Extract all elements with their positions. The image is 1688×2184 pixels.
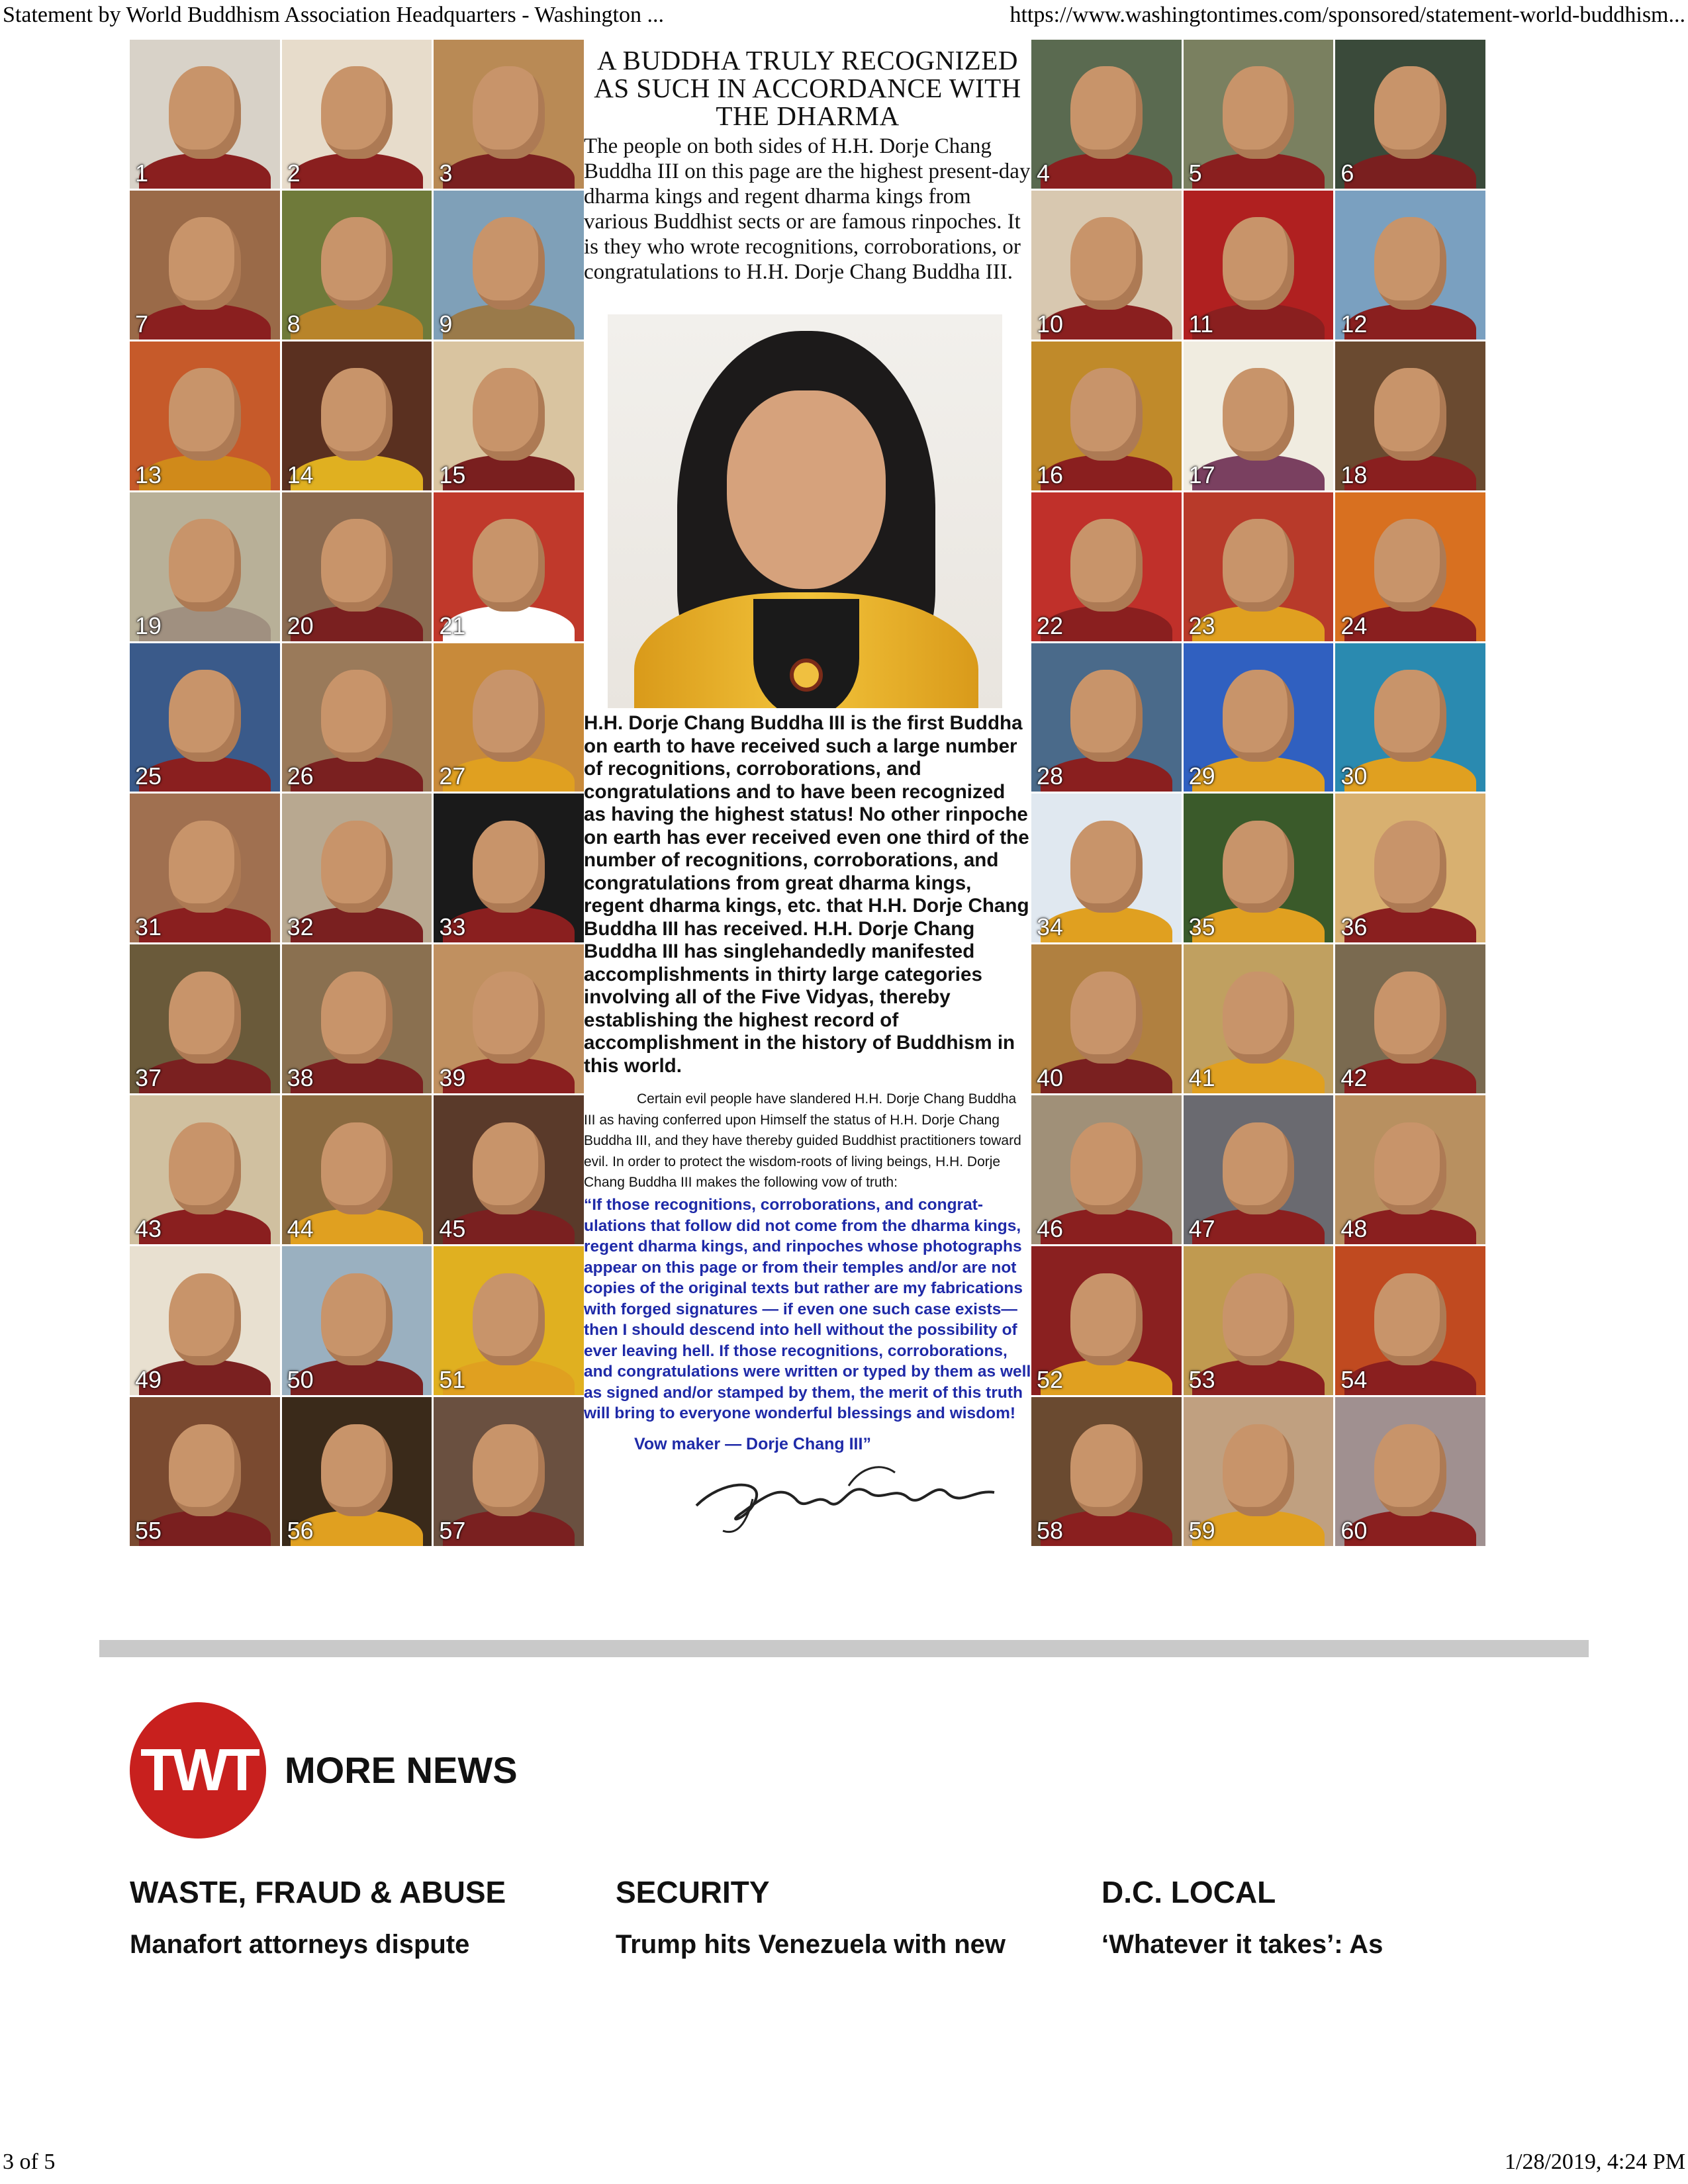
portrait-face xyxy=(169,368,241,460)
portrait-photo xyxy=(1335,1246,1485,1395)
portrait-number: 41 xyxy=(1188,1064,1215,1092)
portrait-number: 57 xyxy=(439,1516,466,1544)
portrait-number: 55 xyxy=(135,1516,162,1544)
statement-intro: The people on both sides of H.H. Dorje Chang Buddha III on this page are the highest present-day dharma kings and regent dharma kings from various Buddhist sects or are famous rinpoches. It is they who wrote recognitions, corroborations, or congratulations to H.H. Dorje Chang Buddha III. xyxy=(584,134,1031,284)
portrait-number: 32 xyxy=(287,913,314,941)
portrait-photo xyxy=(1031,191,1182,340)
portrait-number: 5 xyxy=(1188,159,1202,187)
portrait-number: 9 xyxy=(439,310,453,338)
portrait-number: 37 xyxy=(135,1064,162,1092)
portrait-photo xyxy=(1184,643,1334,792)
portrait-number: 48 xyxy=(1340,1215,1368,1243)
portrait-jewel xyxy=(790,659,823,692)
portrait-face xyxy=(321,821,393,913)
portrait-photo xyxy=(282,944,432,1093)
portrait-number: 27 xyxy=(439,762,466,790)
portrait-photo xyxy=(1335,341,1485,490)
portrait-face xyxy=(473,821,545,913)
portrait-face xyxy=(169,821,241,913)
news-card-2[interactable] xyxy=(616,1874,1079,1960)
portrait-face xyxy=(1070,972,1143,1064)
print-datetime: 1/28/2019, 4:24 PM xyxy=(1505,2150,1685,2174)
portrait-number: 16 xyxy=(1037,461,1064,488)
portrait-face xyxy=(169,972,241,1064)
portrait-photo xyxy=(434,643,584,792)
portrait-number: 18 xyxy=(1340,461,1368,488)
portrait-face xyxy=(1070,217,1143,309)
twt-logo[interactable]: TWT xyxy=(130,1702,266,1839)
portrait-face xyxy=(169,1122,241,1214)
portrait-photo xyxy=(434,944,584,1093)
portrait-photo xyxy=(1184,1095,1334,1244)
portrait-face xyxy=(321,368,393,460)
more-news-header xyxy=(130,1702,924,1841)
portrait-grid-right xyxy=(1031,40,1485,1546)
news-headline-link[interactable]: Manafort attorneys dispute xyxy=(130,1930,470,1959)
portrait-face xyxy=(1070,1122,1143,1214)
handwritten-signature xyxy=(683,1453,1014,1539)
portrait-face xyxy=(1223,217,1295,309)
portrait-photo xyxy=(130,1397,280,1546)
portrait-grid-left xyxy=(130,40,584,1546)
portrait-number: 45 xyxy=(439,1215,466,1243)
portrait-face xyxy=(321,670,393,762)
portrait-photo xyxy=(130,492,280,641)
portrait-photo xyxy=(282,40,432,189)
portrait-photo xyxy=(1031,492,1182,641)
portrait-number: 14 xyxy=(287,461,314,488)
portrait-photo xyxy=(434,1095,584,1244)
portrait-face xyxy=(1070,821,1143,913)
portrait-photo xyxy=(434,40,584,189)
portrait-face xyxy=(473,1424,545,1516)
portrait-face xyxy=(321,66,393,158)
portrait-face xyxy=(473,519,545,611)
portrait-number: 26 xyxy=(287,762,314,790)
portrait-photo xyxy=(1031,1095,1182,1244)
portrait-number: 40 xyxy=(1037,1064,1064,1092)
portrait-collar xyxy=(753,599,859,708)
portrait-number: 15 xyxy=(439,461,466,488)
portrait-photo xyxy=(1184,1246,1334,1395)
portrait-number: 20 xyxy=(287,612,314,639)
portrait-face xyxy=(473,1122,545,1214)
statement-body: Certain evil people have slandered H.H. Dorje Chang Buddha III as having conferred upon Himself the status of H.H. Dorje Chang Buddha III, and they have thereby guided Buddhist practitioners toward evil. In order to protect the wisdom-roots of living beings, H.H. Dorje Chang Buddha III makes the following vow of truth: xyxy=(584,1091,1021,1190)
portrait-face xyxy=(1070,1273,1143,1365)
portrait-number: 4 xyxy=(1037,159,1051,187)
portrait-number: 12 xyxy=(1340,310,1368,338)
portrait-number: 42 xyxy=(1340,1064,1368,1092)
portrait-photo xyxy=(434,492,584,641)
portrait-face xyxy=(1374,1273,1446,1365)
portrait-photo xyxy=(1335,492,1485,641)
portrait-face xyxy=(1070,368,1143,460)
portrait-number: 49 xyxy=(135,1366,162,1394)
portrait-face xyxy=(473,972,545,1064)
portrait-number: 29 xyxy=(1188,762,1215,790)
portrait-face xyxy=(473,66,545,158)
portrait-face xyxy=(1070,519,1143,611)
portrait-face xyxy=(1374,217,1446,309)
sponsored-statement-image xyxy=(130,40,1485,1546)
news-section-label[interactable]: WASTE, FRAUD & ABUSE xyxy=(130,1875,506,1909)
portrait-number: 54 xyxy=(1340,1366,1368,1394)
portrait-photo xyxy=(1031,1397,1182,1546)
main-portrait-photo xyxy=(608,314,1002,708)
portrait-face xyxy=(169,66,241,158)
portrait-photo xyxy=(1184,794,1334,942)
portrait-number: 34 xyxy=(1037,913,1064,941)
statement-center-column xyxy=(584,40,1031,1546)
portrait-photo xyxy=(1184,1397,1334,1546)
portrait-face xyxy=(321,217,393,309)
portrait-face xyxy=(1070,66,1143,158)
portrait-number: 21 xyxy=(439,612,466,639)
portrait-photo xyxy=(1031,341,1182,490)
portrait-face xyxy=(1374,821,1446,913)
portrait-photo xyxy=(1031,643,1182,792)
portrait-photo xyxy=(282,643,432,792)
portrait-number: 44 xyxy=(287,1215,314,1243)
portrait-face xyxy=(727,390,886,589)
portrait-face xyxy=(169,670,241,762)
portrait-number: 23 xyxy=(1188,612,1215,639)
portrait-number: 35 xyxy=(1188,913,1215,941)
portrait-face xyxy=(321,519,393,611)
portrait-number: 50 xyxy=(287,1366,314,1394)
portrait-photo xyxy=(434,794,584,942)
portrait-photo xyxy=(1335,944,1485,1093)
portrait-number: 53 xyxy=(1188,1366,1215,1394)
statement-claim: H.H. Dorje Chang Buddha III is the first Buddha on earth to have received such a large number of recognitions, corroborations, and congratulations and to have been recognized as having the highest status! No other rinpoche on earth has ever received even one third of the number of recognitions, corroborations, and congratulations from great dharma kings, regent dharma kings, etc. that H.H. Dorje Chang Buddha III has received. H.H. Dorje Chang Buddha III has singlehandedly manifested accomplishments in thirty large categories involving all of the Five Vidyas, thereby establishing the highest record of accomplishment in the history of Buddhism in this world. xyxy=(584,712,1029,1077)
portrait-photo xyxy=(1184,492,1334,641)
section-divider xyxy=(99,1640,1589,1657)
portrait-number: 25 xyxy=(135,762,162,790)
portrait-number: 3 xyxy=(439,159,453,187)
portrait-number: 17 xyxy=(1188,461,1215,488)
portrait-face xyxy=(1223,66,1295,158)
portrait-face xyxy=(473,217,545,309)
portrait-number: 33 xyxy=(439,913,466,941)
portrait-photo xyxy=(130,1246,280,1395)
portrait-face xyxy=(1223,1424,1295,1516)
statement-headline: A BUDDHA TRULY RECOGNIZED AS SUCH IN ACCORDANCE WITH THE DHARMA xyxy=(594,45,1021,131)
portrait-photo xyxy=(1335,643,1485,792)
portrait-face xyxy=(1070,670,1143,762)
portrait-photo xyxy=(130,643,280,792)
portrait-photo xyxy=(1031,40,1182,189)
print-header xyxy=(0,3,1688,34)
portrait-face xyxy=(169,1424,241,1516)
portrait-number: 58 xyxy=(1037,1516,1064,1544)
portrait-photo xyxy=(1335,1095,1485,1244)
portrait-photo xyxy=(1184,40,1334,189)
portrait-face xyxy=(169,217,241,309)
portrait-number: 19 xyxy=(135,612,162,639)
portrait-number: 22 xyxy=(1037,612,1064,639)
portrait-face xyxy=(473,1273,545,1365)
portrait-photo xyxy=(282,492,432,641)
portrait-number: 51 xyxy=(439,1366,466,1394)
portrait-face xyxy=(1223,1273,1295,1365)
news-headline-link[interactable]: ‘Whatever it takes’: As xyxy=(1102,1930,1383,1959)
portrait-photo xyxy=(1184,191,1334,340)
portrait-face xyxy=(1374,1122,1446,1214)
news-card-1[interactable] xyxy=(130,1874,593,1960)
portrait-photo xyxy=(1184,341,1334,490)
portrait-number: 38 xyxy=(287,1064,314,1092)
portrait-face xyxy=(473,368,545,460)
portrait-face xyxy=(1374,1424,1446,1516)
portrait-face xyxy=(1374,519,1446,611)
portrait-photo xyxy=(1031,1246,1182,1395)
portrait-number: 56 xyxy=(287,1516,314,1544)
portrait-photo xyxy=(434,1397,584,1546)
portrait-face xyxy=(1223,670,1295,762)
news-card-3[interactable] xyxy=(1102,1874,1565,1960)
portrait-number: 31 xyxy=(135,913,162,941)
portrait-face xyxy=(1070,1424,1143,1516)
print-page-number: 3 of 5 xyxy=(3,2150,56,2174)
news-section-label[interactable]: D.C. LOCAL xyxy=(1102,1875,1276,1909)
portrait-photo xyxy=(1184,944,1334,1093)
portrait-face xyxy=(321,972,393,1064)
portrait-number: 24 xyxy=(1340,612,1368,639)
portrait-number: 60 xyxy=(1340,1516,1368,1544)
portrait-photo xyxy=(1031,794,1182,942)
portrait-number: 13 xyxy=(135,461,162,488)
portrait-photo xyxy=(1335,1397,1485,1546)
portrait-number: 28 xyxy=(1037,762,1064,790)
vow-maker-line: Vow maker — Dorje Chang III” xyxy=(634,1435,871,1453)
portrait-face xyxy=(1374,972,1446,1064)
portrait-photo xyxy=(282,1246,432,1395)
portrait-photo xyxy=(282,1397,432,1546)
portrait-face xyxy=(1374,368,1446,460)
portrait-face xyxy=(321,1122,393,1214)
vow-of-truth: “If those recognitions, corroborations, and congrat-ulations that follow did not come from the dharma kings, regent dharma kings, and rinpoches whose photographs appear on this page or from their temples and/or are not copies of the original texts but rather are my fabrications with forged signatures — if even one such case exists—then I should descend into hell without the possibility of ever leaving hell. If those recognitions, corroborations, and congratulations were written or typed by them as well as signed and/or stamped by them, the merit of this truth will bring to everyone wonderful blessings and wisdom! xyxy=(584,1196,1031,1422)
portrait-photo xyxy=(282,1095,432,1244)
portrait-number: 7 xyxy=(135,310,149,338)
portrait-number: 10 xyxy=(1037,310,1064,338)
portrait-number: 2 xyxy=(287,159,301,187)
portrait-number: 59 xyxy=(1188,1516,1215,1544)
portrait-number: 30 xyxy=(1340,762,1368,790)
portrait-number: 52 xyxy=(1037,1366,1064,1394)
print-footer xyxy=(0,2150,1688,2181)
more-news-title: MORE NEWS xyxy=(285,1749,518,1791)
portrait-photo xyxy=(1335,40,1485,189)
portrait-number: 47 xyxy=(1188,1215,1215,1243)
portrait-number: 1 xyxy=(135,159,149,187)
portrait-face xyxy=(1374,670,1446,762)
portrait-number: 6 xyxy=(1340,159,1354,187)
portrait-photo xyxy=(130,40,280,189)
portrait-photo xyxy=(130,1095,280,1244)
portrait-photo xyxy=(434,341,584,490)
portrait-number: 11 xyxy=(1188,310,1214,338)
portrait-photo xyxy=(1335,191,1485,340)
portrait-photo xyxy=(1031,944,1182,1093)
portrait-face xyxy=(321,1424,393,1516)
news-headline-link[interactable]: Trump hits Venezuela with new xyxy=(616,1930,1006,1959)
portrait-face xyxy=(321,1273,393,1365)
portrait-face xyxy=(1223,368,1295,460)
portrait-photo xyxy=(130,944,280,1093)
portrait-photo xyxy=(434,1246,584,1395)
portrait-face xyxy=(169,1273,241,1365)
portrait-face xyxy=(473,670,545,762)
portrait-face xyxy=(1374,66,1446,158)
portrait-photo xyxy=(282,794,432,942)
portrait-photo xyxy=(282,191,432,340)
portrait-photo xyxy=(434,191,584,340)
print-page-title: Statement by World Buddhism Association Headquarters - Washington ... xyxy=(3,3,664,27)
portrait-face xyxy=(1223,519,1295,611)
portrait-face xyxy=(1223,821,1295,913)
print-page-url: https://www.washingtontimes.com/sponsored/statement-world-buddhism... xyxy=(1009,3,1685,27)
portrait-number: 8 xyxy=(287,310,301,338)
portrait-number: 43 xyxy=(135,1215,162,1243)
portrait-photo xyxy=(1335,794,1485,942)
portrait-face xyxy=(1223,1122,1295,1214)
portrait-photo xyxy=(282,341,432,490)
portrait-photo xyxy=(130,191,280,340)
portrait-photo xyxy=(130,794,280,942)
portrait-face xyxy=(1223,972,1295,1064)
portrait-number: 46 xyxy=(1037,1215,1064,1243)
portrait-number: 39 xyxy=(439,1064,466,1092)
news-section-label[interactable]: SECURITY xyxy=(616,1875,770,1909)
portrait-number: 36 xyxy=(1340,913,1368,941)
portrait-photo xyxy=(130,341,280,490)
portrait-face xyxy=(169,519,241,611)
